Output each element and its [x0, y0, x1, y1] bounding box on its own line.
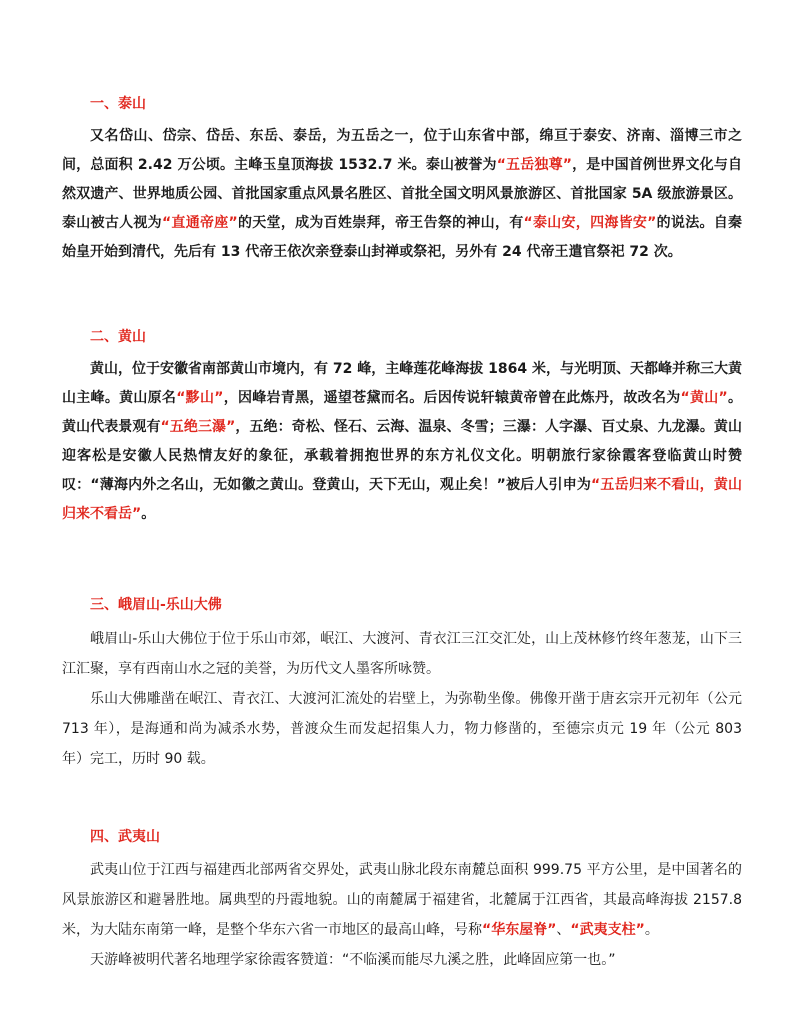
- paragraph: [62, 855, 742, 945]
- paragraph: [62, 355, 742, 529]
- text-run: 。: [644, 922, 659, 938]
- highlight-phrase: “直通帝座”: [161, 215, 238, 231]
- text-run: 黄山，位于安徽省南部黄山市境内，有 72 峰，主峰莲花峰海拔 1864 米，与光明顶、天都峰并称三大黄山主峰。黄山原名: [62, 361, 742, 406]
- paragraph: 乐山大佛雕凿在岷江、青衣江、大渡河汇流处的岩壁上，为弥勒坐像。佛像开凿于唐玄宗开元初年（公元 713 年），是海通和尚为减杀水势，普渡众生而发起招集人力，物力修凿的，至德宗贞元 19 年（公元 803 年）完工，历时 90 载。: [62, 691, 742, 767]
- section-emeishan-leshan: [62, 594, 742, 774]
- section-wuyishan: [62, 826, 742, 975]
- highlight-phrase: “武夷支柱”: [570, 922, 645, 938]
- highlight-phrase: “黟山”: [176, 390, 224, 406]
- highlight-phrase: “五绝三瀑”: [160, 419, 236, 435]
- text-run: 。黄山代表景观有: [62, 390, 743, 435]
- highlight-phrase: “华东屋脊”: [482, 922, 557, 938]
- text-run: ，因峰岩青黑，遥望苍黛而名。后因传说轩辕黄帝曾在此炼丹，故改名为: [223, 390, 681, 406]
- section-heading: 二、黄山: [90, 329, 146, 345]
- paragraph: 天游峰被明代著名地理学家徐霞客赞道：“不临溪而能尽九溪之胜，此峰固应第一也。”: [90, 952, 616, 968]
- text-run: ，是中国首例世界文化与自然双遗产、世界地质公园、首批国家重点风景名胜区、首批全国文明风景旅游区、首批国家 5A 级旅游景区。泰山被古人视为: [62, 157, 743, 231]
- text-run: ，五绝：奇松、怪石、云海、温泉、冬雪；三瀑：人字瀑、百丈泉、九龙瀑。黄山迎客松是安徽人民热情友好的象征，承载着拥抱世界的东方礼仪文化。明朝旅行家徐霞客登临黄山时赞叹：“薄海内外之名山，无如徽之黄山。登黄山，天下无山，观止矣！”被后人引申为: [62, 419, 743, 493]
- highlight-phrase: “五岳独尊”: [496, 157, 572, 173]
- section-heading: 四、武夷山: [90, 829, 160, 845]
- text-run: 。: [141, 506, 156, 522]
- text-run: 的说法。自秦始皇开始到清代，先后有 13 代帝王依次亲登泰山封禅或祭祀，另外有 24 代帝王遣官祭祀 72 次。: [62, 215, 743, 260]
- text-run: 、: [556, 922, 571, 938]
- paragraph: 峨眉山-乐山大佛位于位于乐山市郊，岷江、大渡河、青衣江三江交汇处，山上茂林修竹终年葱茏，山下三江汇聚，享有西南山水之冠的美誉，为历代文人墨客所咏赞。: [62, 631, 742, 677]
- section-taishan: [62, 93, 742, 267]
- section-heading: 三、峨眉山-乐山大佛: [90, 597, 222, 613]
- paragraph: [62, 122, 742, 267]
- section-heading: 一、泰山: [90, 96, 146, 112]
- text-run: 武夷山位于江西与福建西北部两省交界处，武夷山脉北段东南麓总面积 999.75 平方公里，是中国著名的风景旅游区和避暑胜地。属典型的丹霞地貌。山的南麓属于福建省，北麓属于江西省，其最高峰海拔 2157.8 米，为大陆东南第一峰，是整个华东六省一市地区的最高山峰，号称: [62, 862, 742, 938]
- highlight-phrase: “黄山”: [680, 390, 728, 406]
- highlight-phrase: “五岳归来不看山，黄山归来不看岳”: [62, 477, 742, 522]
- highlight-phrase: “泰山安，四海皆安”: [523, 215, 657, 231]
- text-run: 的天堂，成为百姓崇拜，帝王告祭的神山，有: [237, 215, 524, 231]
- section-huangshan: [62, 326, 742, 529]
- text-run: 又名岱山、岱宗、岱岳、东岳、泰岳，为五岳之一，位于山东省中部，绵亘于泰安、济南、淄博三市之间，总面积 2.42 万公顷。主峰玉皇顶海拔 1532.7 米。泰山被誉为: [62, 128, 742, 173]
